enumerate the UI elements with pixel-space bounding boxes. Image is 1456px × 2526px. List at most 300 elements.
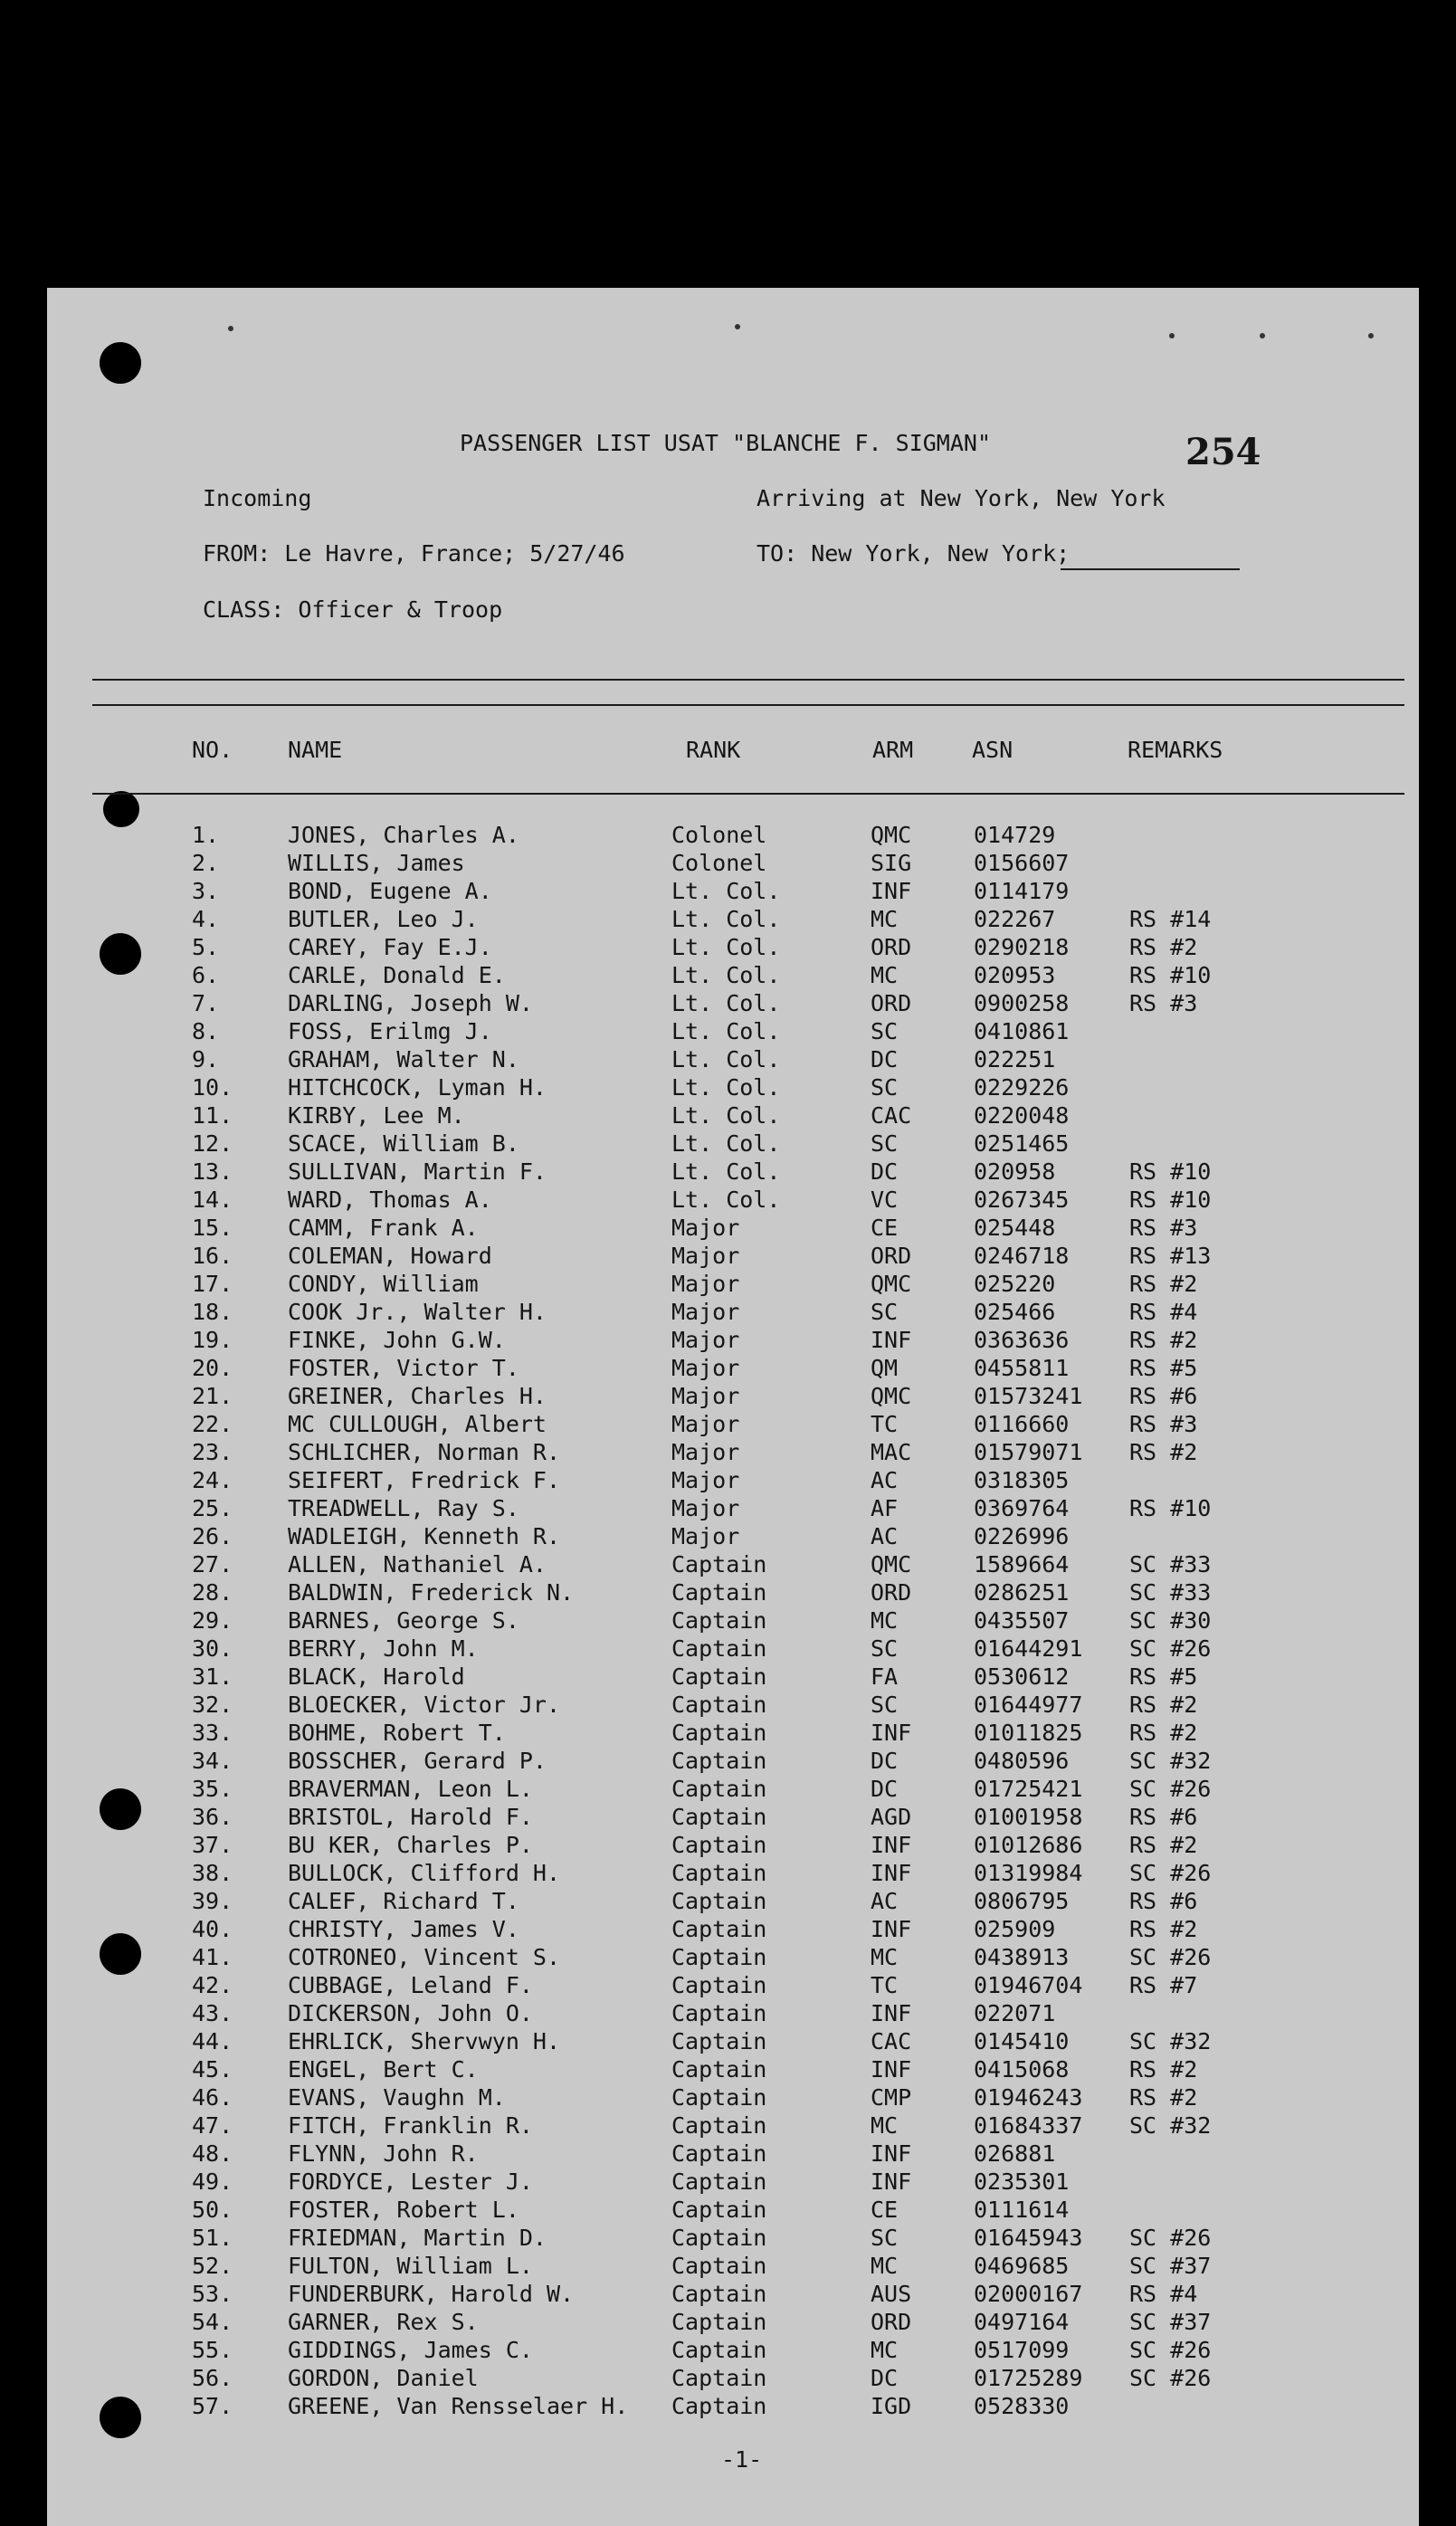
cell-arm: SC: [871, 1692, 899, 1718]
speck: [1368, 333, 1374, 338]
cell-remarks: RS #13: [1129, 1243, 1212, 1269]
cell-remarks: RS #2: [1129, 1916, 1198, 1942]
cell-remarks: RS #2: [1129, 1327, 1198, 1353]
cell-no: 13.: [192, 1158, 233, 1185]
cell-asn: 02000167: [974, 2281, 1083, 2307]
table-row: [47, 1215, 1419, 1243]
from-label: FROM: Le Havre, France; 5/27/46: [203, 540, 625, 567]
cell-name: SEIFERT, Fredrick F.: [288, 1467, 561, 1493]
cell-rank: Colonel: [671, 850, 767, 876]
cell-arm: AC: [871, 1467, 899, 1493]
cell-name: SCHLICHER, Norman R.: [288, 1439, 561, 1465]
table-row: [47, 2309, 1419, 2337]
cell-no: 56.: [192, 2365, 233, 2391]
table-row: [47, 2140, 1419, 2169]
cell-remarks: SC #26: [1129, 2365, 1212, 2391]
cell-asn: 0116660: [974, 1411, 1070, 1437]
cell-no: 40.: [192, 1916, 233, 1942]
cell-remarks: RS #6: [1129, 1383, 1198, 1409]
cell-rank: Lt. Col.: [671, 1130, 781, 1157]
cell-arm: CE: [871, 2197, 899, 2223]
cell-asn: 0806795: [974, 1888, 1070, 1914]
cell-asn: 01644291: [974, 1635, 1083, 1662]
cell-name: FULTON, William L.: [288, 2253, 533, 2279]
cell-rank: Major: [671, 1299, 740, 1325]
cell-asn: 0226996: [974, 1523, 1070, 1549]
cell-no: 17.: [192, 1271, 233, 1297]
cell-asn: 0229226: [974, 1074, 1070, 1101]
cell-asn: 0235301: [974, 2169, 1070, 2195]
cell-no: 33.: [192, 1720, 233, 1746]
cell-no: 26.: [192, 1523, 233, 1549]
cell-rank: Captain: [671, 2140, 767, 2167]
cell-arm: DC: [871, 1776, 899, 1802]
cell-rank: Captain: [671, 1972, 767, 1998]
cell-asn: 022251: [974, 1046, 1056, 1072]
cell-no: 44.: [192, 2028, 233, 2054]
cell-rank: Captain: [671, 2253, 767, 2279]
cell-no: 54.: [192, 2309, 233, 2335]
cell-rank: Captain: [671, 2197, 767, 2223]
cell-rank: Captain: [671, 1776, 767, 1802]
cell-arm: INF: [871, 1916, 912, 1942]
col-asn: ASN: [972, 737, 1013, 763]
cell-name: EVANS, Vaughn M.: [288, 2084, 506, 2111]
col-rank: RANK: [686, 737, 741, 763]
cell-rank: Lt. Col.: [671, 1187, 781, 1213]
cell-asn: 0438913: [974, 1944, 1070, 1970]
table-row: [47, 1916, 1419, 1944]
cell-asn: 01684337: [974, 2112, 1083, 2139]
cell-asn: 0220048: [974, 1102, 1070, 1129]
cell-name: TREADWELL, Ray S.: [288, 1495, 519, 1521]
cell-asn: 01579071: [974, 1439, 1083, 1465]
cell-rank: Lt. Col.: [671, 1074, 781, 1101]
cell-asn: 01725421: [974, 1776, 1083, 1802]
cell-asn: 01645943: [974, 2225, 1083, 2251]
table-row: [47, 2000, 1419, 2028]
cell-arm: AC: [871, 1888, 899, 1914]
cell-name: FUNDERBURK, Harold W.: [288, 2281, 575, 2307]
cell-rank: Major: [671, 1411, 740, 1437]
cell-arm: ORD: [871, 1243, 912, 1269]
column-header-row: [47, 737, 1419, 765]
cell-remarks: RS #2: [1129, 1439, 1198, 1465]
cell-remarks: RS #2: [1129, 2056, 1198, 2083]
cell-asn: 1589664: [974, 1551, 1070, 1578]
cell-no: 1.: [192, 822, 220, 848]
cell-arm: AUS: [871, 2281, 912, 2307]
cell-arm: QMC: [871, 1271, 912, 1297]
cell-name: KIRBY, Lee M.: [288, 1102, 465, 1129]
cell-rank: Major: [671, 1271, 740, 1297]
cell-remarks: RS #10: [1129, 1187, 1212, 1213]
cell-rank: Captain: [671, 1720, 767, 1746]
cell-no: 30.: [192, 1635, 233, 1662]
cell-arm: INF: [871, 2000, 912, 2026]
table-row: [47, 1018, 1419, 1046]
cell-name: BOHME, Robert T.: [288, 1720, 506, 1746]
cell-rank: Captain: [671, 2028, 767, 2054]
cell-remarks: SC #26: [1129, 1776, 1212, 1802]
cell-name: WILLIS, James: [288, 850, 465, 876]
cell-name: COLEMAN, Howard: [288, 1243, 492, 1269]
cell-no: 23.: [192, 1439, 233, 1465]
to-label: TO: New York, New York;: [757, 540, 1071, 567]
cell-asn: 01573241: [974, 1383, 1083, 1409]
cell-arm: MC: [871, 962, 899, 988]
cell-name: GRAHAM, Walter N.: [288, 1046, 519, 1072]
table-row: [47, 2281, 1419, 2309]
cell-rank: Major: [671, 1495, 740, 1521]
cell-remarks: SC #26: [1129, 2225, 1212, 2251]
cell-remarks: RS #6: [1129, 1888, 1198, 1914]
cell-rank: Major: [671, 1467, 740, 1493]
cell-rank: Captain: [671, 1944, 767, 1970]
cell-rank: Lt. Col.: [671, 1046, 781, 1072]
cell-no: 41.: [192, 1944, 233, 1970]
cell-name: FITCH, Franklin R.: [288, 2112, 533, 2139]
cell-arm: DC: [871, 1748, 899, 1774]
cell-no: 36.: [192, 1804, 233, 1830]
cell-arm: SC: [871, 1018, 899, 1044]
cell-rank: Captain: [671, 1607, 767, 1634]
cell-no: 35.: [192, 1776, 233, 1802]
table-row: [47, 822, 1419, 850]
cell-rank: Captain: [671, 2112, 767, 2139]
cell-rank: Captain: [671, 1663, 767, 1690]
cell-rank: Lt. Col.: [671, 962, 781, 988]
cell-asn: 0517099: [974, 2337, 1070, 2363]
table-row: [47, 1776, 1419, 1804]
cell-remarks: RS #7: [1129, 1972, 1198, 1998]
table-row: [47, 1102, 1419, 1130]
cell-remarks: RS #3: [1129, 990, 1198, 1016]
cell-name: CHRISTY, James V.: [288, 1916, 519, 1942]
cell-rank: Lt. Col.: [671, 1102, 781, 1129]
table-row: [47, 1523, 1419, 1551]
table-row: [47, 2056, 1419, 2084]
cell-asn: 01725289: [974, 2365, 1083, 2391]
table-row: [47, 1607, 1419, 1635]
cell-name: GREENE, Van Rensselaer H.: [288, 2393, 629, 2419]
cell-remarks: RS #3: [1129, 1215, 1198, 1241]
cell-no: 6.: [192, 962, 220, 988]
cell-name: FINKE, John G.W.: [288, 1327, 506, 1353]
cell-name: COOK Jr., Walter H.: [288, 1299, 547, 1325]
cell-arm: AC: [871, 1523, 899, 1549]
cell-no: 10.: [192, 1074, 233, 1101]
cell-name: BOSSCHER, Gerard P.: [288, 1748, 547, 1774]
cell-arm: INF: [871, 2169, 912, 2195]
cell-rank: Captain: [671, 2281, 767, 2307]
cell-arm: DC: [871, 1046, 899, 1072]
cell-rank: Captain: [671, 2309, 767, 2335]
cell-no: 27.: [192, 1551, 233, 1578]
cell-name: DARLING, Joseph W.: [288, 990, 533, 1016]
cell-arm: INF: [871, 1832, 912, 1858]
class-label: CLASS: Officer & Troop: [203, 596, 503, 623]
page-footer: -1-: [721, 2446, 763, 2473]
cell-no: 2.: [192, 850, 220, 876]
table-row: [47, 1692, 1419, 1720]
cell-arm: SC: [871, 1074, 899, 1101]
cell-remarks: RS #10: [1129, 1158, 1212, 1185]
table-row: [47, 850, 1419, 878]
table-row: [47, 1944, 1419, 1972]
cell-arm: ORD: [871, 2309, 912, 2335]
cell-asn: 01001958: [974, 1804, 1083, 1830]
cell-rank: Lt. Col.: [671, 1158, 781, 1185]
cell-asn: 01946243: [974, 2084, 1083, 2111]
cell-no: 45.: [192, 2056, 233, 2083]
cell-arm: QM: [871, 1355, 899, 1381]
table-row: [47, 2225, 1419, 2253]
column-rule: [92, 793, 1404, 795]
cell-remarks: SC #30: [1129, 1607, 1212, 1634]
cell-name: BLOECKER, Victor Jr.: [288, 1692, 561, 1718]
cell-name: FRIEDMAN, Martin D.: [288, 2225, 547, 2251]
table-row: [47, 962, 1419, 990]
cell-asn: 0900258: [974, 990, 1070, 1016]
cell-no: 4.: [192, 906, 220, 932]
cell-no: 15.: [192, 1215, 233, 1241]
cell-no: 42.: [192, 1972, 233, 1998]
cell-arm: FA: [871, 1663, 899, 1690]
cell-name: MC CULLOUGH, Albert: [288, 1411, 547, 1437]
cell-arm: INF: [871, 1860, 912, 1886]
cell-no: 57.: [192, 2393, 233, 2419]
cell-asn: 0111614: [974, 2197, 1070, 2223]
cell-remarks: RS #2: [1129, 1832, 1198, 1858]
cell-remarks: SC #33: [1129, 1579, 1212, 1606]
cell-remarks: SC #26: [1129, 1635, 1212, 1662]
cell-rank: Major: [671, 1215, 740, 1241]
cell-arm: AF: [871, 1495, 899, 1521]
cell-name: ALLEN, Nathaniel A.: [288, 1551, 547, 1578]
cell-no: 49.: [192, 2169, 233, 2195]
document-sheet: [47, 288, 1419, 2526]
table-row: [47, 1411, 1419, 1439]
cell-rank: Captain: [671, 1888, 767, 1914]
cell-asn: 025909: [974, 1916, 1056, 1942]
cell-no: 32.: [192, 1692, 233, 1718]
cell-no: 50.: [192, 2197, 233, 2223]
cell-arm: CAC: [871, 2028, 912, 2054]
cell-remarks: RS #14: [1129, 906, 1212, 932]
cell-asn: 022071: [974, 2000, 1056, 2026]
cell-rank: Captain: [671, 2337, 767, 2363]
table-row: [47, 2028, 1419, 2056]
cell-asn: 0369764: [974, 1495, 1070, 1521]
cell-asn: 0469685: [974, 2253, 1070, 2279]
cell-name: BULLOCK, Clifford H.: [288, 1860, 561, 1886]
cell-no: 46.: [192, 2084, 233, 2111]
cell-name: CUBBAGE, Leland F.: [288, 1972, 533, 1998]
cell-remarks: SC #32: [1129, 1748, 1212, 1774]
table-row: [47, 2197, 1419, 2225]
table-row: [47, 1720, 1419, 1748]
cell-arm: ORD: [871, 1579, 912, 1606]
cell-arm: INF: [871, 1327, 912, 1353]
cell-name: GREINER, Charles H.: [288, 1383, 547, 1409]
table-row: [47, 1551, 1419, 1579]
cell-name: FORDYCE, Lester J.: [288, 2169, 533, 2195]
cell-remarks: RS #2: [1129, 2084, 1198, 2111]
cell-no: 5.: [192, 934, 220, 960]
cell-remarks: RS #10: [1129, 962, 1212, 988]
cell-asn: 020958: [974, 1158, 1056, 1185]
cell-rank: Captain: [671, 1692, 767, 1718]
cell-arm: SC: [871, 2225, 899, 2251]
cell-remarks: RS #4: [1129, 1299, 1198, 1325]
cell-name: CONDY, William: [288, 1271, 479, 1297]
cell-name: FOSTER, Victor T.: [288, 1355, 519, 1381]
cell-name: WARD, Thomas A.: [288, 1187, 492, 1213]
cell-arm: ORD: [871, 990, 912, 1016]
table-row: [47, 1635, 1419, 1663]
cell-arm: MAC: [871, 1439, 912, 1465]
list-title: PASSENGER LIST USAT "BLANCHE F. SIGMAN": [460, 430, 991, 456]
cell-name: DICKERSON, John O.: [288, 2000, 533, 2026]
cell-no: 52.: [192, 2253, 233, 2279]
cell-no: 22.: [192, 1411, 233, 1437]
cell-remarks: RS #2: [1129, 1692, 1198, 1718]
cell-remarks: RS #3: [1129, 1411, 1198, 1437]
cell-rank: Major: [671, 1243, 740, 1269]
cell-name: BALDWIN, Frederick N.: [288, 1579, 575, 1606]
cell-name: BU KER, Charles P.: [288, 1832, 533, 1858]
cell-no: 47.: [192, 2112, 233, 2139]
cell-no: 43.: [192, 2000, 233, 2026]
cell-asn: 0455811: [974, 1355, 1070, 1381]
cell-remarks: RS #2: [1129, 934, 1198, 960]
cell-remarks: SC #32: [1129, 2028, 1212, 2054]
cell-asn: 025466: [974, 1299, 1056, 1325]
cell-no: 21.: [192, 1383, 233, 1409]
cell-arm: MC: [871, 2337, 899, 2363]
cell-rank: Captain: [671, 1551, 767, 1578]
cell-arm: QMC: [871, 822, 912, 848]
cell-asn: 0145410: [974, 2028, 1070, 2054]
cell-remarks: SC #26: [1129, 1944, 1212, 1970]
table-row: [47, 1187, 1419, 1215]
cell-rank: Major: [671, 1327, 740, 1353]
cell-rank: Captain: [671, 2169, 767, 2195]
header-rule: [92, 704, 1404, 706]
cell-no: 28.: [192, 1579, 233, 1606]
cell-no: 20.: [192, 1355, 233, 1381]
cell-no: 14.: [192, 1187, 233, 1213]
table-row: [47, 2337, 1419, 2365]
cell-rank: Captain: [671, 1860, 767, 1886]
cell-no: 3.: [192, 878, 220, 904]
cell-name: FOSTER, Robert L.: [288, 2197, 519, 2223]
cell-no: 7.: [192, 990, 220, 1016]
table-row: [47, 1748, 1419, 1776]
cell-no: 24.: [192, 1467, 233, 1493]
cell-asn: 0363636: [974, 1327, 1070, 1353]
cell-no: 34.: [192, 1748, 233, 1774]
cell-rank: Colonel: [671, 822, 767, 848]
cell-asn: 014729: [974, 822, 1056, 848]
cell-arm: INF: [871, 2140, 912, 2167]
col-name: NAME: [288, 737, 343, 763]
cell-name: CARLE, Donald E.: [288, 962, 506, 988]
cell-remarks: SC #32: [1129, 2112, 1212, 2139]
cell-name: CALEF, Richard T.: [288, 1888, 519, 1914]
table-row: [47, 1832, 1419, 1860]
col-remarks: REMARKS: [1128, 737, 1223, 763]
table-row: [47, 1327, 1419, 1355]
cell-rank: Major: [671, 1355, 740, 1381]
cell-asn: 0251465: [974, 1130, 1070, 1157]
cell-no: 11.: [192, 1102, 233, 1129]
cell-asn: 01644977: [974, 1692, 1083, 1718]
cell-arm: QMC: [871, 1383, 912, 1409]
cell-arm: MC: [871, 2253, 899, 2279]
cell-remarks: SC #26: [1129, 2337, 1212, 2363]
cell-no: 18.: [192, 1299, 233, 1325]
cell-arm: QMC: [871, 1551, 912, 1578]
cell-no: 48.: [192, 2140, 233, 2167]
table-row: [47, 2253, 1419, 2281]
cell-arm: MC: [871, 906, 899, 932]
cell-asn: 0318305: [974, 1467, 1070, 1493]
cell-arm: DC: [871, 2365, 899, 2391]
cell-name: FLYNN, John R.: [288, 2140, 479, 2167]
cell-arm: VC: [871, 1187, 899, 1213]
cell-no: 53.: [192, 2281, 233, 2307]
cell-arm: MC: [871, 2112, 899, 2139]
cell-asn: 01012686: [974, 1832, 1083, 1858]
table-row: [47, 1299, 1419, 1327]
cell-no: 37.: [192, 1832, 233, 1858]
cell-rank: Captain: [671, 1579, 767, 1606]
cell-remarks: RS #2: [1129, 1720, 1198, 1746]
cell-name: BRAVERMAN, Leon L.: [288, 1776, 533, 1802]
cell-asn: 0267345: [974, 1187, 1070, 1213]
cell-arm: ORD: [871, 934, 912, 960]
cell-arm: DC: [871, 1158, 899, 1185]
cell-arm: INF: [871, 1720, 912, 1746]
table-row: [47, 2365, 1419, 2393]
table-row: [47, 934, 1419, 962]
cell-asn: 0156607: [974, 850, 1070, 876]
arrival-label: Arriving at New York, New York: [757, 485, 1166, 511]
table-row: [47, 906, 1419, 934]
cell-asn: 01011825: [974, 1720, 1083, 1746]
cell-arm: INF: [871, 878, 912, 904]
cell-remarks: SC #26: [1129, 1860, 1212, 1886]
cell-asn: 0290218: [974, 934, 1070, 960]
cell-name: BERRY, John M.: [288, 1635, 479, 1662]
cell-remarks: RS #6: [1129, 1804, 1198, 1830]
cell-rank: Lt. Col.: [671, 1018, 781, 1044]
table-row: [47, 1663, 1419, 1692]
cell-arm: IGD: [871, 2393, 912, 2419]
speck: [1260, 333, 1265, 338]
table-row: [47, 1355, 1419, 1383]
cell-rank: Captain: [671, 2000, 767, 2026]
cell-asn: 0528330: [974, 2393, 1070, 2419]
cell-rank: Captain: [671, 2365, 767, 2391]
cell-no: 51.: [192, 2225, 233, 2251]
cell-remarks: RS #10: [1129, 1495, 1212, 1521]
cell-rank: Major: [671, 1383, 740, 1409]
table-row: [47, 2112, 1419, 2140]
cell-no: 38.: [192, 1860, 233, 1886]
